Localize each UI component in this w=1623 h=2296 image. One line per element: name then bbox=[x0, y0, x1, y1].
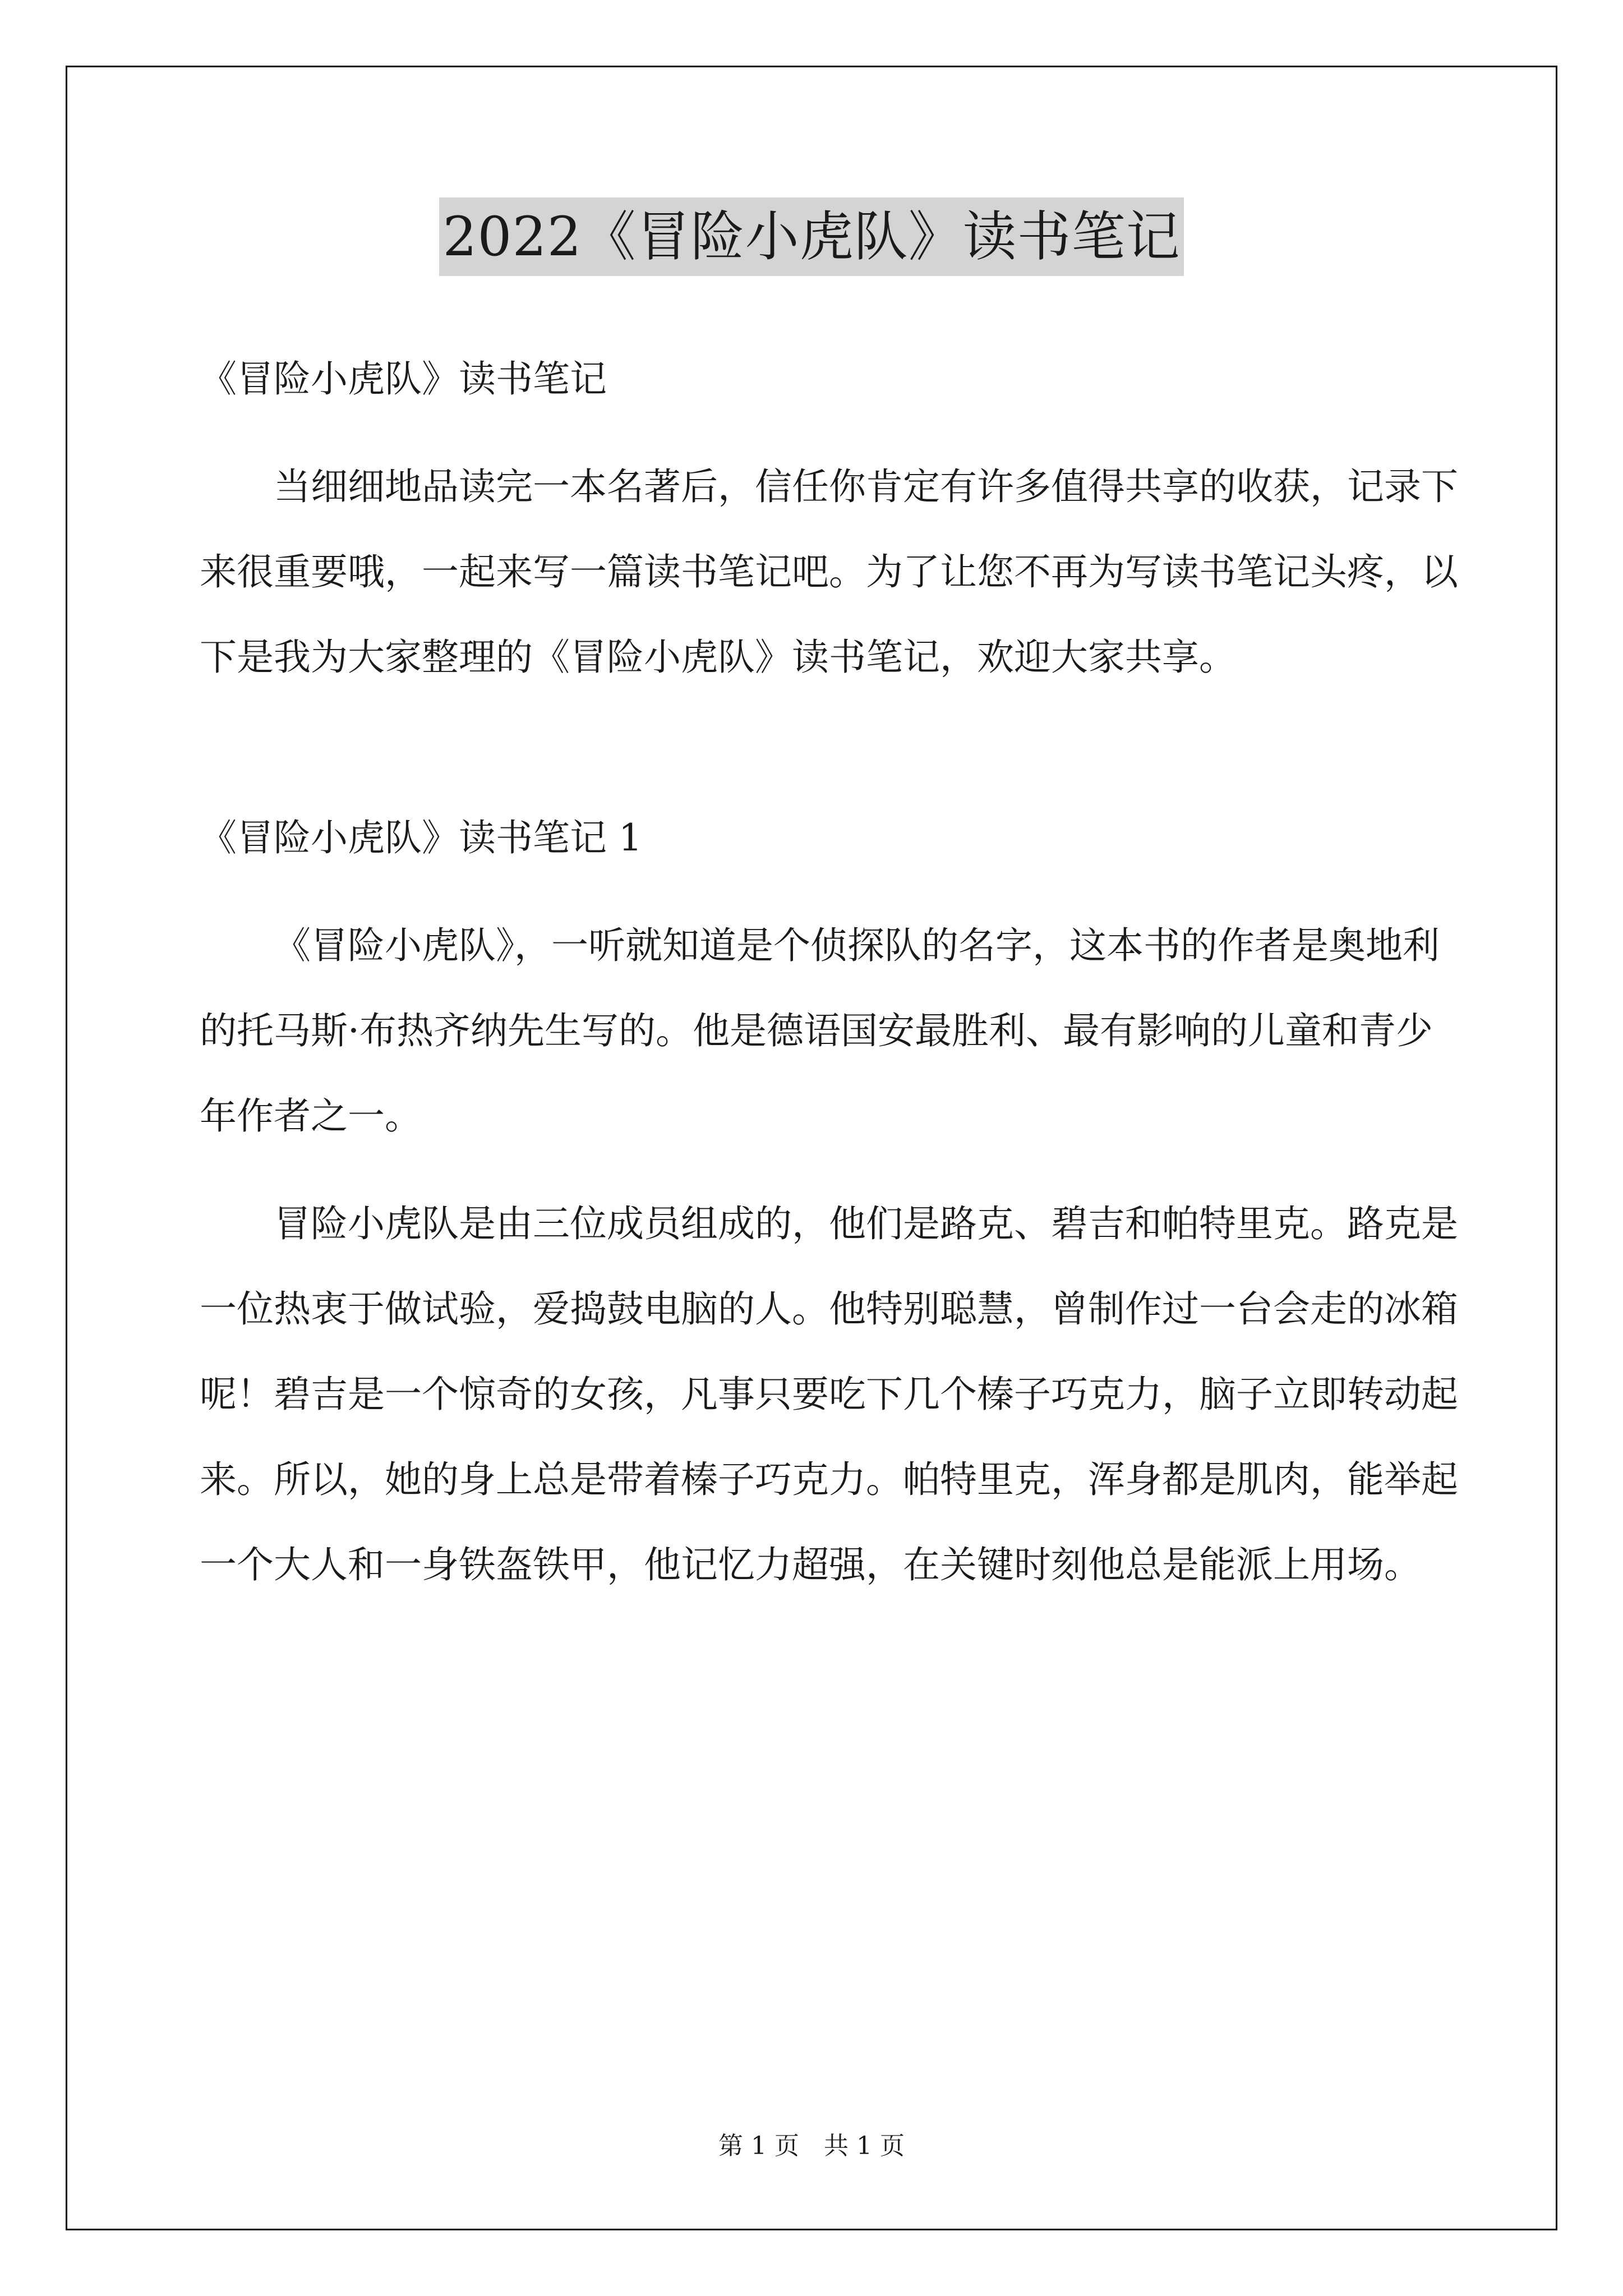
page-footer: 第 1 页 共 1 页 bbox=[718, 2132, 905, 2160]
intro-paragraph: 当细细地品读完一本名著后，信任你肯定有许多值得共享的收获，记录下来很重要哦，一起来写一篇读书笔记吧。为了让您不再为写读书笔记头疼，以下是我为大家整理的《冒险小虎队》读书笔记，欢迎大家共享。 bbox=[200, 465, 1458, 679]
intro-heading: 《冒险小虎队》读书笔记 bbox=[200, 357, 607, 401]
section-1-heading: 《冒险小虎队》读书笔记 1 bbox=[200, 816, 642, 859]
document-title: 2022《冒险小虎队》读书笔记 bbox=[439, 197, 1183, 276]
document-body bbox=[200, 337, 1461, 1608]
title-container bbox=[0, 197, 1623, 276]
section-1-paragraph-2: 冒险小虎队是由三位成员组成的，他们是路克、碧吉和帕特里克。路克是一位热衷于做试验，爱捣鼓电脑的人。他特别聪慧，曾制作过一台会走的冰箱呢！碧吉是一个惊奇的女孩，凡事只要吃下几个榛子巧克力，脑子立即转动起来。所以，她的身上总是带着榛子巧克力。帕特里克，浑身都是肌肉，能举起一个大人和一身铁盔铁甲，他记忆力超强，在关键时刻他总是能派上用场。 bbox=[200, 1202, 1458, 1586]
section-1-paragraph-1: 《冒险小虎队》，一听就知道是个侦探队的名字，这本书的作者是奥地利的托马斯·布热齐纳先生写的。他是德语国安最胜利、最有影响的儿童和青少年作者之一。 bbox=[200, 924, 1440, 1138]
